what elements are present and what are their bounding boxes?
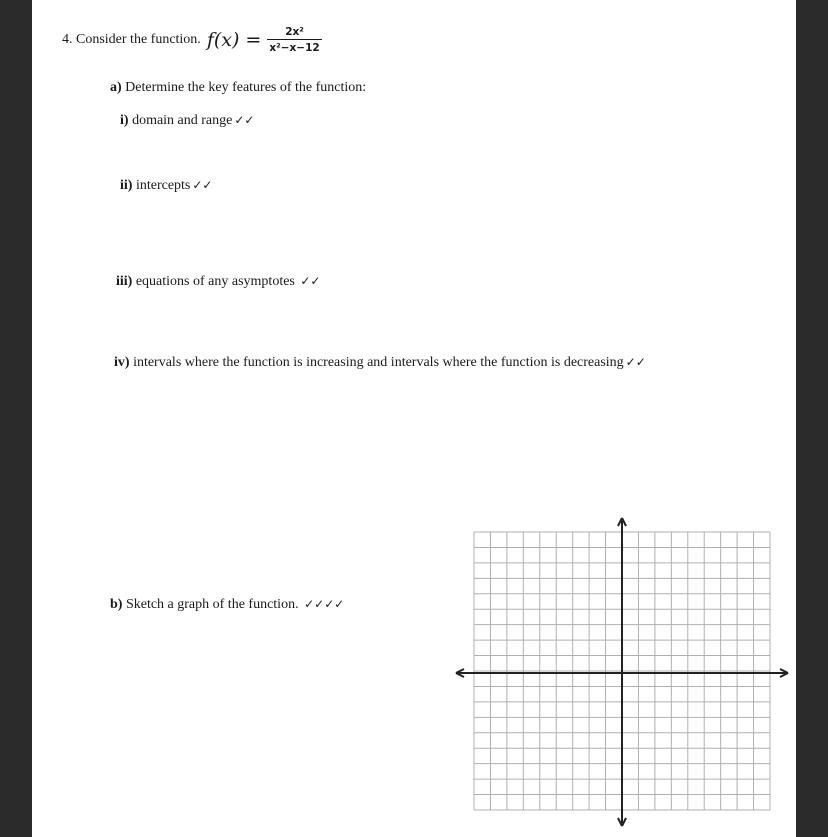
part-b-text: Sketch a graph of the function. xyxy=(125,597,303,612)
worksheet-page xyxy=(32,0,796,837)
item-label: i) xyxy=(120,113,129,128)
check-marks-icon: ✓✓ xyxy=(234,113,255,127)
item-label: iii) xyxy=(116,274,133,289)
part-a-heading xyxy=(110,80,366,96)
check-marks-icon: ✓✓ xyxy=(192,178,213,192)
graph-grid-svg xyxy=(452,516,792,830)
fraction-numerator: 2x² xyxy=(285,26,304,38)
part-b-label: b) xyxy=(110,597,123,612)
item-intercepts xyxy=(120,178,212,194)
item-label: ii) xyxy=(120,178,133,193)
item-text: equations of any asymptotes xyxy=(135,274,299,289)
item-domain-range xyxy=(120,113,254,129)
question-number-text: 4. Consider the function. xyxy=(62,32,201,47)
check-marks-icon: ✓✓ xyxy=(300,274,321,288)
check-marks-icon: ✓✓ xyxy=(625,355,646,369)
item-increasing-decreasing xyxy=(114,355,646,371)
item-asymptotes xyxy=(116,274,320,290)
part-b-heading xyxy=(110,597,344,613)
check-marks-icon: ✓✓✓✓ xyxy=(304,597,345,611)
item-text: domain and range xyxy=(132,113,233,128)
part-a-text: Determine the key features of the function: xyxy=(125,80,367,95)
function-lhs: f(x) = xyxy=(206,29,262,51)
graph-grid xyxy=(452,516,792,830)
item-label: iv) xyxy=(114,355,130,370)
item-text: intercepts xyxy=(135,178,191,193)
fraction-denominator: x²−x−12 xyxy=(267,39,321,54)
question-header xyxy=(62,26,322,54)
function-fraction xyxy=(267,26,321,54)
item-text: intervals where the function is increasing and intervals where the function is decreasing xyxy=(133,355,624,370)
part-a-label: a) xyxy=(110,80,122,95)
